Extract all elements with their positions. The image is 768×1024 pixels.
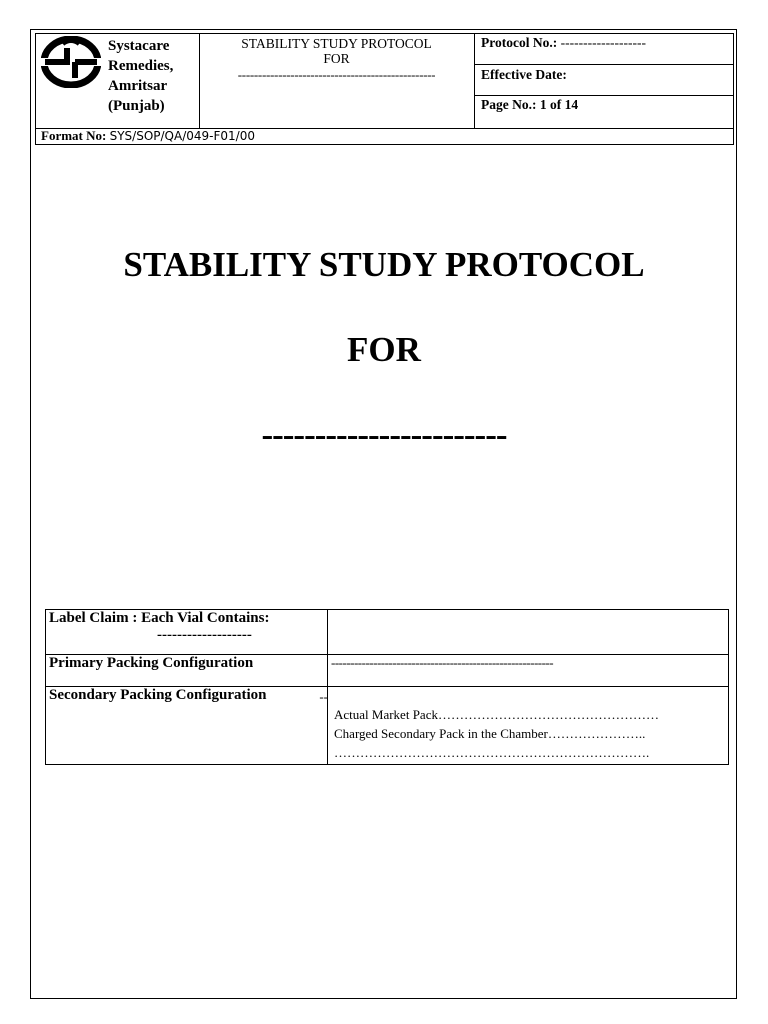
label-claim-blank: ------------------- [157, 627, 252, 643]
primary-packing-value-cell [328, 655, 728, 687]
label-claim-cell [46, 610, 328, 655]
effective-date-row [475, 65, 733, 96]
product-name-blank: ----------------------- [261, 415, 507, 454]
protocol-no-row [475, 34, 733, 65]
format-no-value: SYS/SOP/QA/049-F01/00 [109, 129, 255, 143]
header-title-blank: ------------------------------------------------- [237, 67, 436, 82]
primary-packing-cell [46, 655, 328, 687]
company-logo-icon [41, 36, 101, 88]
charged-secondary-line [334, 724, 728, 743]
blank-dotted-line: ………………………………………………………………. [334, 745, 650, 760]
protocol-no-value: ------------------- [560, 35, 647, 50]
format-no-row [35, 128, 734, 145]
secondary-packing-list [328, 687, 728, 762]
main-title: STABILITY STUDY PROTOCOL [123, 245, 645, 284]
secondary-packing-cell [46, 687, 328, 764]
format-no-label: Format No: [41, 128, 107, 143]
primary-packing-value: ---------------------------------------------------------- [331, 655, 554, 670]
actual-market-pack-dots: …………………………………………… [437, 707, 659, 722]
protocol-no-label: Protocol No.: [481, 35, 558, 50]
company-line: Systacare [108, 38, 170, 54]
secondary-packing-dash: -- [319, 689, 328, 704]
company-line: Amritsar [108, 78, 168, 94]
effective-date-label: Effective Date: [481, 67, 567, 82]
company-line: (Punjab) [108, 98, 165, 114]
primary-packing-label: Primary Packing Configuration [49, 655, 254, 671]
charged-secondary-dots: ………………….. [547, 726, 646, 741]
secondary-packing-label: Secondary Packing Configuration [49, 687, 267, 703]
actual-market-pack-label: Actual Market Pack [334, 707, 438, 722]
header-title: STABILITY STUDY PROTOCOL [241, 36, 432, 51]
document-header [35, 33, 734, 129]
page-no-row [475, 96, 733, 128]
label-claim-value-cell [328, 610, 728, 655]
company-line: Remedies, [108, 58, 174, 74]
page-no-value: 1 of 14 [539, 97, 579, 112]
charged-secondary-label: Charged Secondary Pack in the Chamber [334, 726, 548, 741]
packing-table [45, 609, 729, 765]
header-title-for: FOR [323, 51, 350, 66]
main-title-for: FOR [347, 330, 421, 369]
header-info-cell [475, 34, 733, 128]
header-title-cell [199, 34, 475, 128]
page-no-label: Page No.: [481, 97, 537, 112]
company-name [108, 36, 173, 116]
label-claim-label: Label Claim : Each Vial Contains: [49, 610, 270, 626]
company-cell [36, 34, 200, 128]
actual-market-pack-line [334, 705, 728, 724]
page-border [30, 29, 737, 999]
secondary-packing-value-cell [328, 687, 728, 764]
